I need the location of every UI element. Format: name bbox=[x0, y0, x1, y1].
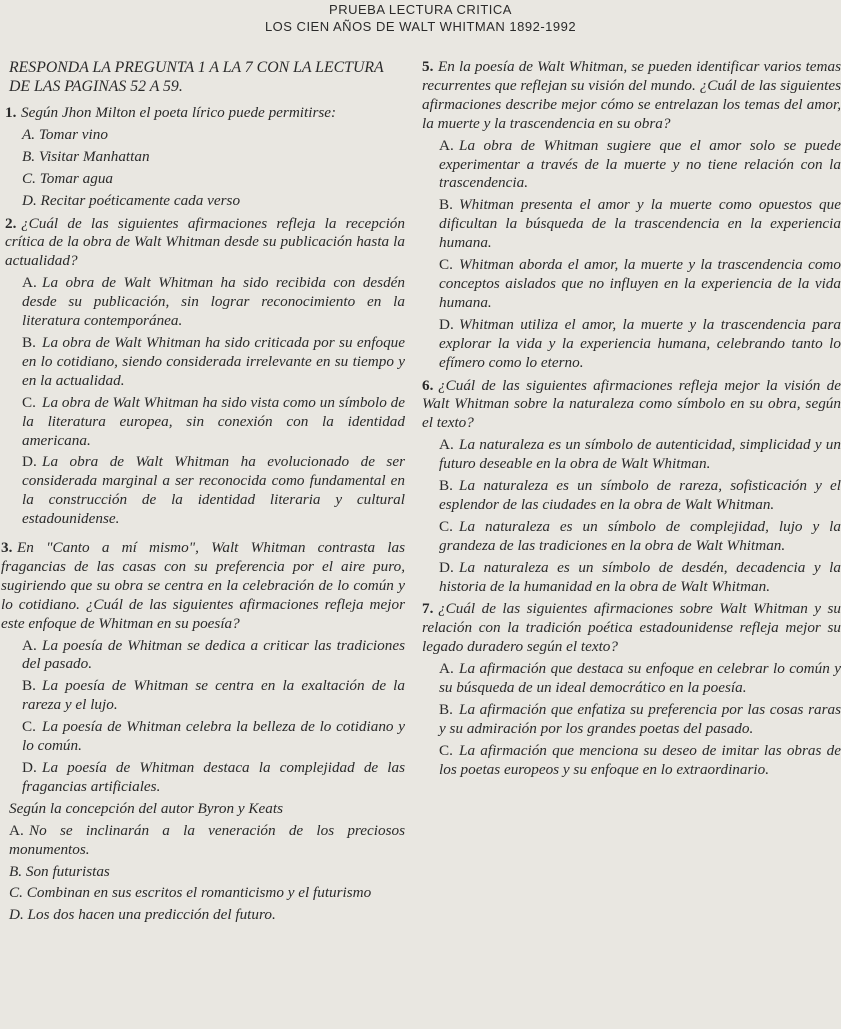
question-number: 5. bbox=[422, 58, 434, 75]
question-number: 1. bbox=[5, 104, 17, 121]
option-d[interactable]: D. Los dos hacen una predicción del futuro. bbox=[9, 906, 276, 924]
option-c[interactable]: C. Tomar agua bbox=[22, 169, 114, 187]
option-c[interactable]: C. La naturaleza es un símbolo de complejidad, lujo y la grandeza de las tradiciones en la obra de Walt Whitman. bbox=[439, 517, 841, 554]
option-d[interactable]: D. La poesía de Whitman destaca la complejidad de las fragancias artificiales. bbox=[22, 759, 405, 795]
option-a[interactable]: A. La afirmación que destaca su enfoque en celebrar lo común y su búsqueda de un ideal democrático en la poesía. bbox=[439, 660, 841, 697]
option-b[interactable]: B. Son futuristas bbox=[9, 862, 110, 880]
option-b[interactable]: B. La naturaleza es un símbolo de rareza, sofisticación y el esplendor de las ciudades en la obra de Walt Whitman. bbox=[439, 477, 841, 513]
option-d[interactable]: D. La obra de Walt Whitman ha evolucionado de ser considerada marginal a ser reconocida como fundamental en la construcción de la identidad literaria y cultural estadounidense. bbox=[22, 453, 405, 528]
option-a[interactable]: A. La naturaleza es un símbolo de autenticidad, simplicidad y un futuro deseable en la obra de Walt Whitman. bbox=[439, 436, 841, 473]
question-number: 3. bbox=[1, 539, 13, 557]
question-text: ¿Cuál de las siguientes afirmaciones refleja mejor la visión de Walt Whitman sobre la naturaleza como símbolo en su obra, según el texto? bbox=[422, 376, 841, 432]
question-text: Según Jhon Milton el poeta lírico puede permitirse: bbox=[21, 104, 337, 121]
question-4 bbox=[5, 800, 405, 925]
option-c[interactable]: C. La afirmación que menciona su deseo de imitar las obras de los poetas europeos y su enfoque en lo extraordinario. bbox=[439, 741, 841, 778]
right-column bbox=[422, 58, 841, 780]
option-b[interactable]: B. Visitar Manhattan bbox=[22, 147, 150, 165]
option-d[interactable]: D. La naturaleza es un símbolo de desdén, decadencia y la historia de la humanidad en la obra de Walt Whitman. bbox=[439, 558, 841, 595]
option-d[interactable]: D. Whitman utiliza el amor, la muerte y la trascendencia para explorar la vida y la experiencia humana, celebrando tanto lo efímero como lo eterno. bbox=[439, 315, 841, 371]
question-3 bbox=[1, 539, 405, 797]
left-column bbox=[1, 58, 405, 925]
question-number: 2. bbox=[5, 214, 17, 232]
question-text: ¿Cuál de las siguientes afirmaciones refleja la recepción crítica de la obra de Walt Whitman desde su publicación hasta la actualidad? bbox=[5, 214, 405, 270]
question-text: ¿Cuál de las siguientes afirmaciones sobre Walt Whitman y su relación con la tradición poética estadounidense refleja mejor su legado duradero según el texto? bbox=[422, 600, 841, 656]
question-number: 7. bbox=[422, 600, 434, 618]
question-text: En "Canto a mí mismo", Walt Whitman contrasta las fragancias de las casas con su preferencia por el aire puro, sugiriendo que su obra se centra en la celebración de lo común y lo cotidiano. ¿Cuál de las siguientes afirmaciones refleja mejor este enfoque de Whitman en su poesía? bbox=[1, 539, 405, 632]
option-a[interactable]: A. La obra de Whitman sugiere que el amor solo se puede experimentar a través de la muerte y no tiene relación con la trascendencia. bbox=[439, 136, 841, 192]
question-2 bbox=[5, 215, 405, 530]
question-number: 6. bbox=[422, 376, 434, 394]
option-a[interactable]: A. No se inclinarán a la veneración de los preciosos monumentos. bbox=[9, 821, 405, 858]
option-c[interactable]: C. La obra de Walt Whitman ha sido vista como un símbolo de la literatura europea, sin conexión con la identidad americana. bbox=[22, 393, 405, 449]
option-c[interactable]: C. Combinan en sus escritos el romanticismo y el futurismo bbox=[9, 884, 372, 902]
question-7 bbox=[422, 600, 841, 779]
option-a[interactable]: A. La poesía de Whitman se dedica a criticar las tradiciones del pasado. bbox=[22, 636, 405, 673]
question-5 bbox=[422, 58, 841, 373]
option-d[interactable]: D. Recitar poéticamente cada verso bbox=[22, 191, 241, 209]
option-b[interactable]: B. La poesía de Whitman se centra en la exaltación de la rareza y el lujo. bbox=[22, 677, 405, 714]
option-c[interactable]: C. Whitman aborda el amor, la muerte y la trascendencia como conceptos aislados que no influyen en la experiencia de la vida humana. bbox=[439, 256, 841, 311]
option-a[interactable]: A. Tomar vino bbox=[22, 125, 108, 143]
question-6 bbox=[422, 377, 841, 597]
page-subtitle: LOS CIEN AÑOS DE WALT WHITMAN 1892-1992 bbox=[264, 19, 577, 34]
question-text: Según la concepción del autor Byron y Keats bbox=[9, 799, 284, 817]
question-text: En la poesía de Walt Whitman, se pueden identificar varios temas recurrentes que reflejan su visión del mundo. ¿Cuál de las siguientes afirmaciones describe mejor cómo se entrelazan los temas del amor, la muerte y la trascendencia en su obra? bbox=[422, 58, 841, 132]
option-b[interactable]: B. Whitman presenta el amor y la muerte como opuestos que dificultan la búsqueda de la trascendencia en la experiencia humana. bbox=[439, 196, 841, 252]
option-a[interactable]: A. La obra de Walt Whitman ha sido recibida con desdén desde su publicación, sin lograr reconocimiento en la literatura contemporánea. bbox=[22, 274, 405, 330]
page-title: PRUEBA LECTURA CRITICA bbox=[329, 2, 512, 17]
option-b[interactable]: B. La afirmación que enfatiza su preferencia por las cosas raras y su admiración por los grandes poetas del pasado. bbox=[439, 701, 841, 737]
option-c[interactable]: C. La poesía de Whitman celebra la belleza de lo cotidiano y lo común. bbox=[22, 718, 405, 755]
option-b[interactable]: B. La obra de Walt Whitman ha sido criticada por su enfoque en lo cotidiano, siendo considerada irrelevante en su tiempo y en la actualidad. bbox=[22, 333, 405, 389]
instructions: RESPONDA LA PREGUNTA 1 A LA 7 CON LA LECTURA DE LAS PAGINAS 52 A 59. bbox=[9, 59, 384, 95]
question-1 bbox=[5, 104, 405, 211]
